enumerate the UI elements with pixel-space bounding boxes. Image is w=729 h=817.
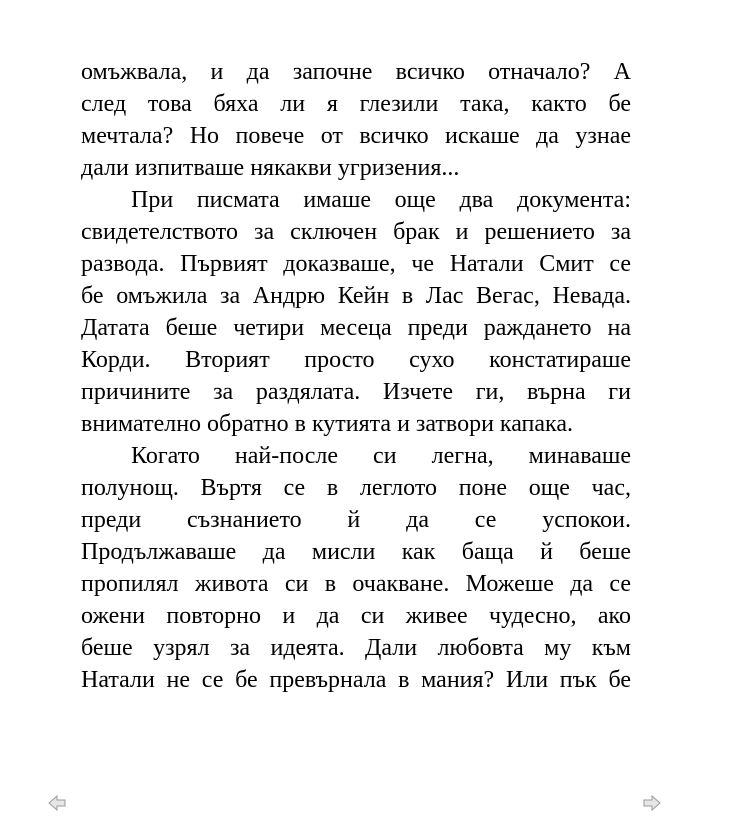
text-line: внимателно обратно в кутията и затвори капака. [81, 411, 573, 437]
text-line: свидетелството за сключен брак и решението за [81, 219, 631, 245]
previous-page-button[interactable] [48, 794, 66, 812]
text-line: мечтала? Но повече от всичко искаше да узнае [81, 123, 631, 149]
paragraph [81, 184, 631, 440]
text-line: пропилял живота си в очакване. Можеше да се [81, 571, 631, 597]
text-line: полунощ. Въртя се в леглото поне още час, [81, 475, 631, 501]
text-line: Когато най-после си легна, минаваше [131, 443, 631, 469]
paragraph [81, 56, 631, 184]
text-line: дали изпитваше някакви угризения... [81, 155, 460, 181]
text-line: омъжвала, и да започне всичко отначало? А [81, 59, 631, 85]
text-line: развода. Първият доказваше, че Натали Смит се [81, 251, 631, 277]
text-line: бе омъжила за Андрю Кейн в Лас Вегас, Невада. [81, 283, 631, 309]
text-line: Продължаваше да мисли как баща й беше [81, 539, 631, 565]
next-page-button[interactable] [643, 794, 661, 812]
paragraph [81, 440, 631, 696]
text-line: При писмата имаше още два документа: [131, 187, 631, 213]
text-line: преди съзнанието й да се успокои. [81, 507, 631, 533]
document-text [81, 56, 631, 696]
text-line: след това бяха ли я глезили така, както бе [81, 91, 631, 117]
arrow-right-icon [643, 794, 661, 812]
text-line: Натали не се бе превърнала в мания? Или пък бе [81, 667, 631, 693]
text-line: Корди. Вторият просто сухо констатираше [81, 347, 631, 373]
text-line: причините за раздялата. Изчете ги, върна ги [81, 379, 631, 405]
text-line: беше узрял за идеята. Дали любовта му към [81, 635, 631, 661]
text-line: ожени повторно и да си живее чудесно, ако [81, 603, 631, 629]
text-line: Датата беше четири месеца преди раждането на [81, 315, 631, 341]
arrow-left-icon [48, 794, 66, 812]
